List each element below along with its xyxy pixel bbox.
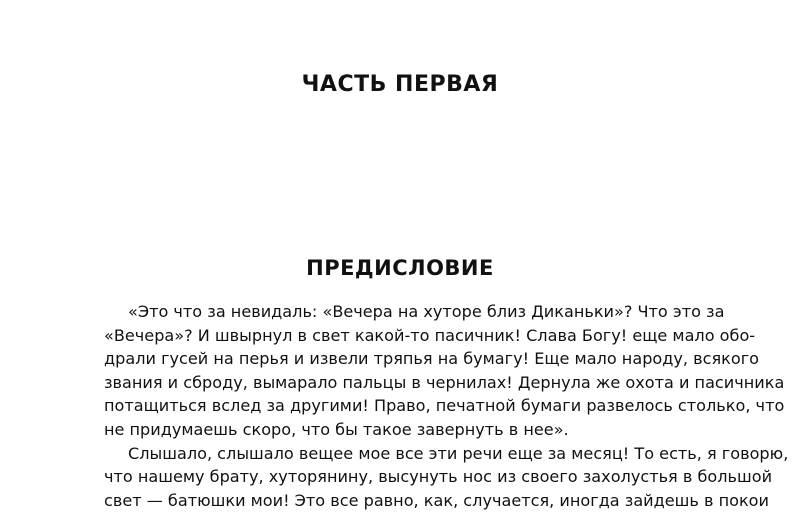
text-line: что нашему брату, хуторянину, высунуть нос из своего захолустья в большой [104,467,773,487]
text-line: «Вечера»? И швырнул в свет какой-то пасичник! Слава Богу! еще мало обо- [104,325,756,345]
section-title: ПРЕДИСЛОВИЕ [306,256,494,280]
body-text [104,300,789,512]
paragraph [104,300,785,442]
text-line: драли гусей на перья и извели тряпья на бумагу! Еще мало народу, всякого [104,349,760,369]
part-title: ЧАСТЬ ПЕРВАЯ [301,72,499,97]
paragraph [104,442,789,513]
text-line: звания и сброду, вымарало пальцы в чернилах! Дернула же охота и пасичника [104,372,785,392]
text-line: «Это что за невидаль: «Вечера на хуторе близ Диканьки»? Что это за [128,302,725,321]
text-line: Слышало, слышало вещее мое все эти речи еще за месяц! То есть, я говорю, [128,443,789,463]
text-line: свет — батюшки мои! Это все равно, как, случается, иногда зайдешь в покои [104,490,769,510]
text-line: потащиться вслед за другими! Право, печатной бумаги развелось столько, что [104,396,785,416]
text-line: не придумаешь скоро, что бы такое завернуть в нее». [104,419,569,439]
